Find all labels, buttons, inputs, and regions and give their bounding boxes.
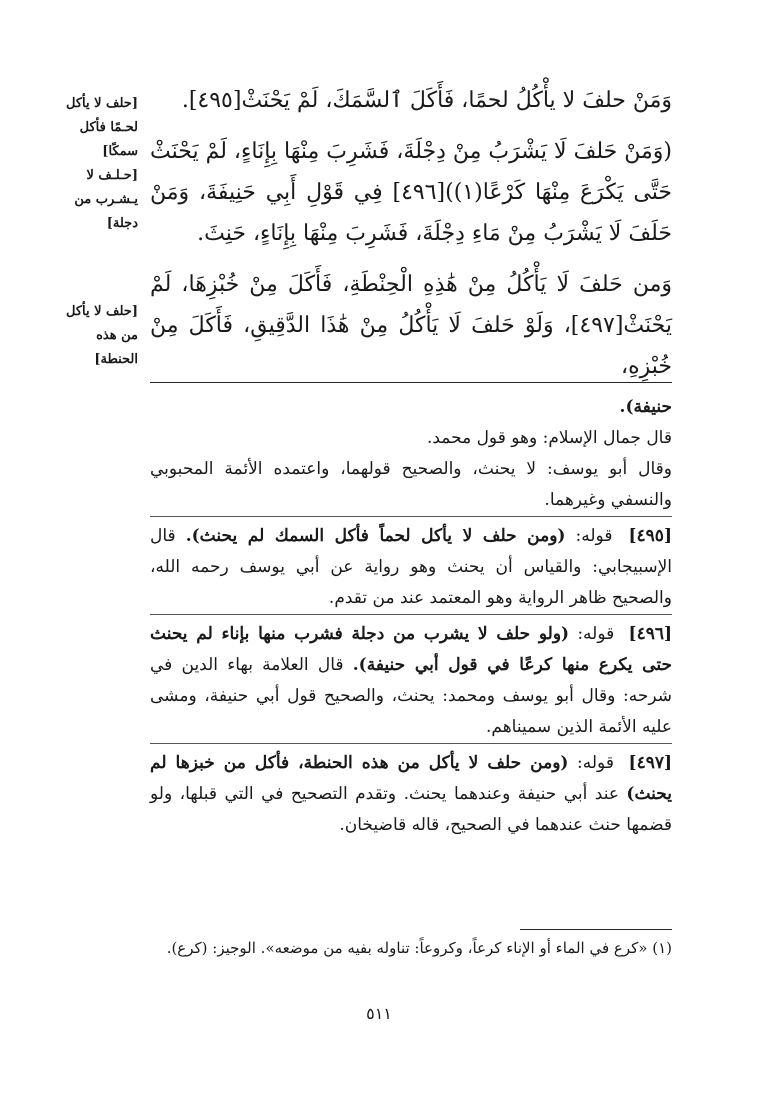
commentary bbox=[150, 392, 672, 841]
entry-label: قوله: bbox=[575, 526, 613, 546]
entry-label: قوله: bbox=[577, 624, 615, 644]
commentary-intro-line-2: وقال أبو يوسف: لا يحنث، والصحيح قولهما، واعتمده الأئمة المحبوبي والنسفي وغيرهما. bbox=[150, 459, 672, 510]
footnote-rule bbox=[520, 929, 672, 930]
entry-body: قال العلامة بهاء الدين في شرحه: وقال أبو يوسف ومحمد: يحنث، والصحيح قول أبي حنيفة، ومشى عليه الأئمة الذين سميناهم. bbox=[150, 655, 672, 737]
main-paragraph-1: وَمَنْ حلفَ لا يأْكُلُ لحمًا، فَأَكَلَ ٱلسَّمَكَ، لَمْ يَحْنَثْ[٤٩٥]. bbox=[181, 88, 672, 113]
side-note-3: [حلف لا يأكل من هذه الحنطة] bbox=[65, 304, 138, 367]
commentary-entry-496 bbox=[150, 614, 672, 743]
commentary-intro-head: حنيفة). bbox=[619, 397, 672, 417]
entry-body: عند أبي حنيفة وعندهما يحنث. وتقدم التصحيح في التي قبلها، ولو قضمها حنث عندهما في الصحيح، قاله قاضيخان. bbox=[150, 784, 672, 835]
commentary-entry-497 bbox=[150, 743, 672, 841]
footnote-text: (١) «كرع في الماء أو الإناء كرعاً، وكروعاً: تناوله بفيه من موضعه». الوجيز: (كرع). bbox=[166, 939, 672, 957]
entry-quote: (ومن حلف لا يأكل من هذه الحنطة، فأكل من خبزها لم يحنث) bbox=[150, 753, 672, 804]
side-note-1: [حلف لا يأكل لحـمًا فأكل سمكًا] bbox=[65, 96, 138, 159]
entry-body: قال الإسبيجابي: والقياس أن يحنث وهو رواية عن أبي يوسف رحمه الله، والصحيح ظاهر الرواية وهو المعتمد عند من تقدم. bbox=[150, 526, 672, 608]
main-paragraph-2: (وَمَنْ حَلفَ لَا يَشْرَبُ مِنْ دِجْلَةَ، فَشَرِبَ مِنْهَا بِإِنَاءٍ، لَمْ يَحْنَثْ حَتَّى يَكْرَعَ مِنْهَا كَرْعًا(١))[٤٩٦] فِي قَوْلِ أَبِي حَنِيفَةَ، وَمَنْ حَلَفَ لَا يَشْرَبُ مِنْ مَاءِ دِجْلَةَ، فَشَرِبَ مِنْهَا بِإِنَاءٍ، حَنِثَ. bbox=[150, 139, 672, 246]
footnote bbox=[150, 934, 672, 962]
side-note-2: [حـلـف لا يـشـرب من دجلة] bbox=[74, 168, 138, 231]
page-number: ٥١١ bbox=[366, 1004, 392, 1023]
main-paragraph-3: وَمن حَلفَ لَا يَأْكُلُ مِنْ هَٰذِهِ الْحِنْطَةِ، فَأَكَلَ مِنْ خُبْزِهَا، لَمْ يَحْنَثْ[٤٩٧]، وَلَوْ حَلفَ لَا يَأْكُلُ مِنْ هَٰذَا الدَّقِيقِ، فَأَكَلَ مِنْ خُبْزِهِ، bbox=[150, 272, 672, 379]
commentary-entry-495 bbox=[150, 516, 672, 614]
side-notes-group-1 bbox=[52, 92, 138, 236]
entry-quote: (ومن حلف لا يأكل لحماً فأكل السمك لم يحنث). bbox=[185, 526, 566, 546]
commentary-intro-line-1: قال جمال الإسلام: وهو قول محمد. bbox=[426, 428, 672, 448]
entry-number: [٤٩٥] bbox=[628, 526, 672, 546]
entry-quote: (ولو حلف لا يشرب من دجلة فشرب منها بإناء لم يحنث حتى يكرع منها كرعًا في قول أبي حنيفة). bbox=[150, 624, 672, 675]
main-text bbox=[150, 80, 672, 387]
entry-number: [٤٩٧] bbox=[628, 753, 673, 773]
entry-label: قوله: bbox=[577, 753, 614, 773]
text-separator-rule bbox=[150, 382, 672, 383]
entry-number: [٤٩٦] bbox=[628, 624, 673, 644]
